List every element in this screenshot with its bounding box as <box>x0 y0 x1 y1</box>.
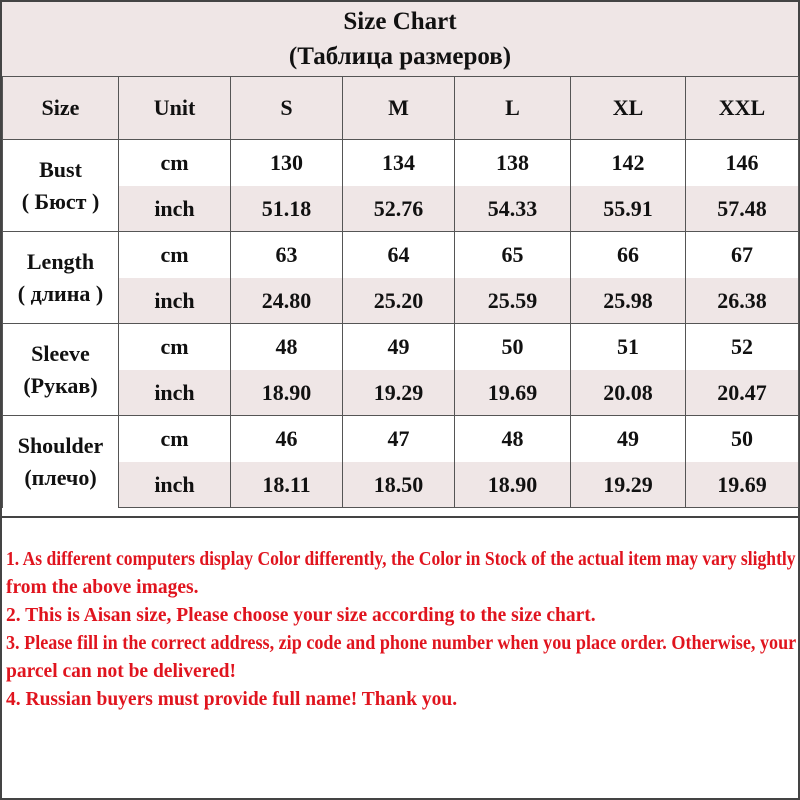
table-cell: 25.59 <box>455 278 571 324</box>
table-cell: 19.29 <box>343 370 455 416</box>
table-cell: 54.33 <box>455 186 571 232</box>
table-cell: 50 <box>686 416 799 463</box>
unit-cell: inch <box>119 370 231 416</box>
table-cell: 48 <box>231 324 343 371</box>
table-cell: 19.29 <box>571 462 686 508</box>
table-cell: 52 <box>686 324 799 371</box>
table-cell: 20.47 <box>686 370 799 416</box>
table-cell: 65 <box>455 232 571 279</box>
table-row-shoulder-inch <box>3 462 799 508</box>
table-cell: 57.48 <box>686 186 799 232</box>
table-cell: 25.98 <box>571 278 686 324</box>
table-cell: 20.08 <box>571 370 686 416</box>
measure-name-ru: (Рукав) <box>23 372 98 398</box>
table-cell: 25.20 <box>343 278 455 324</box>
measure-name-en: Sleeve <box>31 340 90 366</box>
title-block <box>2 2 798 76</box>
notes-section <box>2 516 798 798</box>
table-cell: 55.91 <box>571 186 686 232</box>
unit-cell: inch <box>119 278 231 324</box>
table-row-shoulder-cm <box>3 416 799 463</box>
table-cell: 142 <box>571 140 686 187</box>
table-cell: 138 <box>455 140 571 187</box>
unit-cell: cm <box>119 140 231 187</box>
table-cell: 47 <box>343 416 455 463</box>
measure-label-shoulder <box>3 416 119 508</box>
table-cell: 64 <box>343 232 455 279</box>
page-title: Size Chart <box>343 8 457 35</box>
table-cell: 46 <box>231 416 343 463</box>
table-cell: 26.38 <box>686 278 799 324</box>
note-line: 1. As different computers display Color differently, the Color in Stock of the actual item may vary slightly <box>6 549 796 570</box>
column-header-s: S <box>231 77 343 140</box>
unit-cell: inch <box>119 186 231 232</box>
table-cell: 18.90 <box>231 370 343 416</box>
measure-label-sleeve <box>3 324 119 416</box>
unit-cell: cm <box>119 324 231 371</box>
measure-label-length <box>3 232 119 324</box>
note-line: 3. Please fill in the correct address, zip code and phone number when you place order. Otherwise, your <box>6 633 797 654</box>
measure-label-bust <box>3 140 119 232</box>
column-header-xl: XL <box>571 77 686 140</box>
measure-name-ru: (плечо) <box>24 464 97 490</box>
table-cell: 19.69 <box>455 370 571 416</box>
table-row-length-inch <box>3 278 799 324</box>
table-row-bust-cm <box>3 140 799 187</box>
note-line: from the above images. <box>6 577 199 598</box>
table-cell: 51.18 <box>231 186 343 232</box>
table-cell: 49 <box>571 416 686 463</box>
column-header-m: M <box>343 77 455 140</box>
column-header-size: Size <box>3 77 119 140</box>
table-cell: 49 <box>343 324 455 371</box>
column-header-l: L <box>455 77 571 140</box>
column-header-xxl: XXL <box>686 77 799 140</box>
table-cell: 48 <box>455 416 571 463</box>
unit-cell: inch <box>119 462 231 508</box>
table-cell: 18.11 <box>231 462 343 508</box>
page-subtitle: (Таблица размеров) <box>288 43 512 70</box>
note-line: 2. This is Aisan size, Please choose your size according to the size chart. <box>6 605 596 626</box>
measure-name-ru: ( длина ) <box>17 280 104 306</box>
measure-name-ru: ( Бюст ) <box>21 188 100 214</box>
table-cell: 63 <box>231 232 343 279</box>
measure-name-en: Length <box>26 248 95 274</box>
table-cell: 130 <box>231 140 343 187</box>
table-cell: 18.50 <box>343 462 455 508</box>
column-header-unit: Unit <box>119 77 231 140</box>
note-line: 4. Russian buyers must provide full name! Thank you. <box>6 689 458 710</box>
table-cell: 52.76 <box>343 186 455 232</box>
table-row-bust-inch <box>3 186 799 232</box>
table-cell: 67 <box>686 232 799 279</box>
table-cell: 24.80 <box>231 278 343 324</box>
unit-cell: cm <box>119 232 231 279</box>
table-cell: 66 <box>571 232 686 279</box>
table-cell: 18.90 <box>455 462 571 508</box>
table-header-row <box>3 77 799 140</box>
table-row-sleeve-cm <box>3 324 799 371</box>
measure-name-en: Shoulder <box>17 432 104 458</box>
table-row-sleeve-inch <box>3 370 799 416</box>
unit-cell: cm <box>119 416 231 463</box>
table-row-length-cm <box>3 232 799 279</box>
table-cell: 134 <box>343 140 455 187</box>
table-cell: 19.69 <box>686 462 799 508</box>
size-table <box>2 76 799 508</box>
table-cell: 50 <box>455 324 571 371</box>
measure-name-en: Bust <box>39 156 82 182</box>
note-line: parcel can not be delivered! <box>6 661 237 682</box>
table-cell: 51 <box>571 324 686 371</box>
table-cell: 146 <box>686 140 799 187</box>
